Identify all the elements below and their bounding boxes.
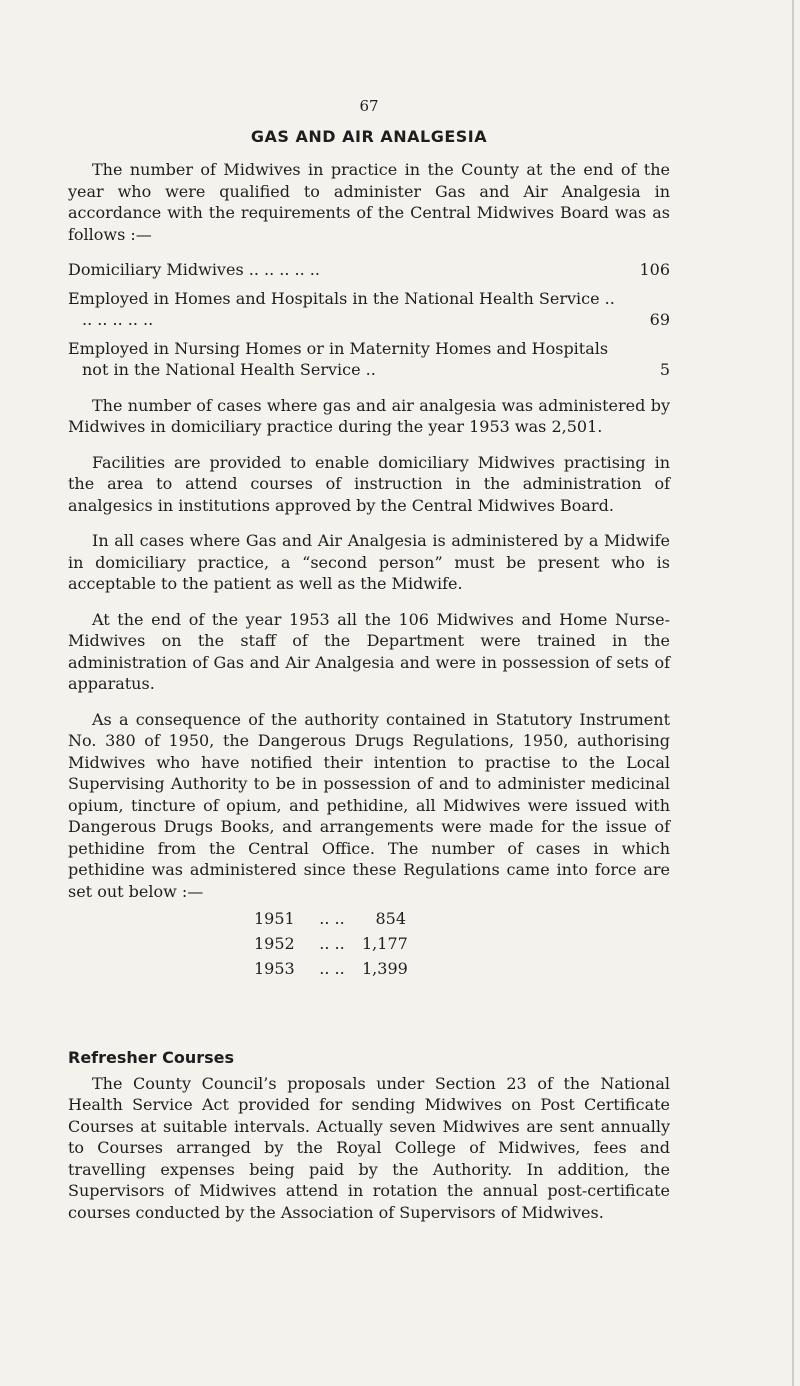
count-cell: 1,177 [362,934,408,953]
leader-dots: .. .. [319,934,345,953]
paragraph-statutory: As a consequence of the authority contained in Statutory Instrument No. 380 of 1950, the Dangerous Drugs Regulations, 1950, authorising Midwives who have notified their intention to practise to the Local Supervising Authority to be in possession of and to administer medicinal opium, tincture of opium, and pethidine, all Midwives were issued with Dangerous Drugs Books, and arrangements were made for the issue of pethidine from the Central Office. The number of cases in which pethidine was administered since these Regulations came into force are set out below :— [68,709,670,901]
list-item-value: 106 [639,260,670,279]
count-cell: 1,399 [362,959,408,978]
leader-dots: .. .. [319,959,345,978]
list-item-label: Employed in Homes and Hospitals in the National Health Service .. .. .. .. .. .. [68,288,615,329]
page-title: GAS AND AIR ANALGESIA [250,126,488,146]
paragraph-trained: At the end of the year 1953 all the 106 Midwives and Home Nurse-Midwives on the staff of the Department were trained in the administration of Gas and Air Analgesia and were in possession of sets of apparatus. [68,609,670,693]
section-heading: Refresher Courses [68,1048,235,1067]
paragraph-cases: The number of cases where gas and air analgesia was administered by Midwives in domiciliary practice during the year 1953 was 2,501. [68,395,670,436]
page-edge [792,0,794,1386]
table-row [254,933,670,958]
page-content [68,96,670,1237]
paragraph-second-person: In all cases where Gas and Air Analgesia is administered by a Midwife in domiciliary practice, a “second person” must be present who is acceptable to the patient as well as the Midwife. [68,531,670,593]
leader-dots: .. .. [319,909,345,928]
paragraph-refresher: The County Council’s proposals under Section 23 of the National Health Service Act provided for sending Midwives on Post Certificate Courses at suitable intervals. Actually seven Midwives are sent annually to Courses arranged by the Royal College of Midwives, fees and travelling expenses being paid by the Authority. In addition, the Supervisors of Midwives attend in rotation the annual post-certificate courses conducted by the Association of Supervisors of Midwives. [68,1073,670,1222]
list-item-value: 5 [659,360,670,379]
paragraph-facilities: Facilities are provided to enable domiciliary Midwives practising in the area to attend courses of instruction in the administration of analgesics in institutions approved by the Central Midwives Board. [68,452,670,515]
paragraph-intro: The number of Midwives in practice in the County at the end of the year who were qualified to administer Gas and Air Analgesia in accordance with the requirements of the Central Midwives Board was as follows :— [68,160,670,244]
list-item [68,259,670,281]
count-cell: 854 [375,909,406,928]
list-item [68,288,670,331]
year-cell: 1951 [254,909,295,928]
page-number: 67 [359,97,379,115]
list-item-label: Employed in Nursing Homes or in Maternity Homes and Hospitals not in the National Health Service .. [68,338,609,379]
list-item [68,338,670,381]
table-row [254,908,670,933]
list-item-value: 69 [649,310,670,329]
midwives-list [68,259,670,381]
year-cell: 1953 [254,959,295,978]
table-row [254,958,670,983]
year-cell: 1952 [254,934,295,953]
list-item-label: Domiciliary Midwives .. .. .. .. .. [68,260,320,279]
pethidine-table [254,908,670,983]
